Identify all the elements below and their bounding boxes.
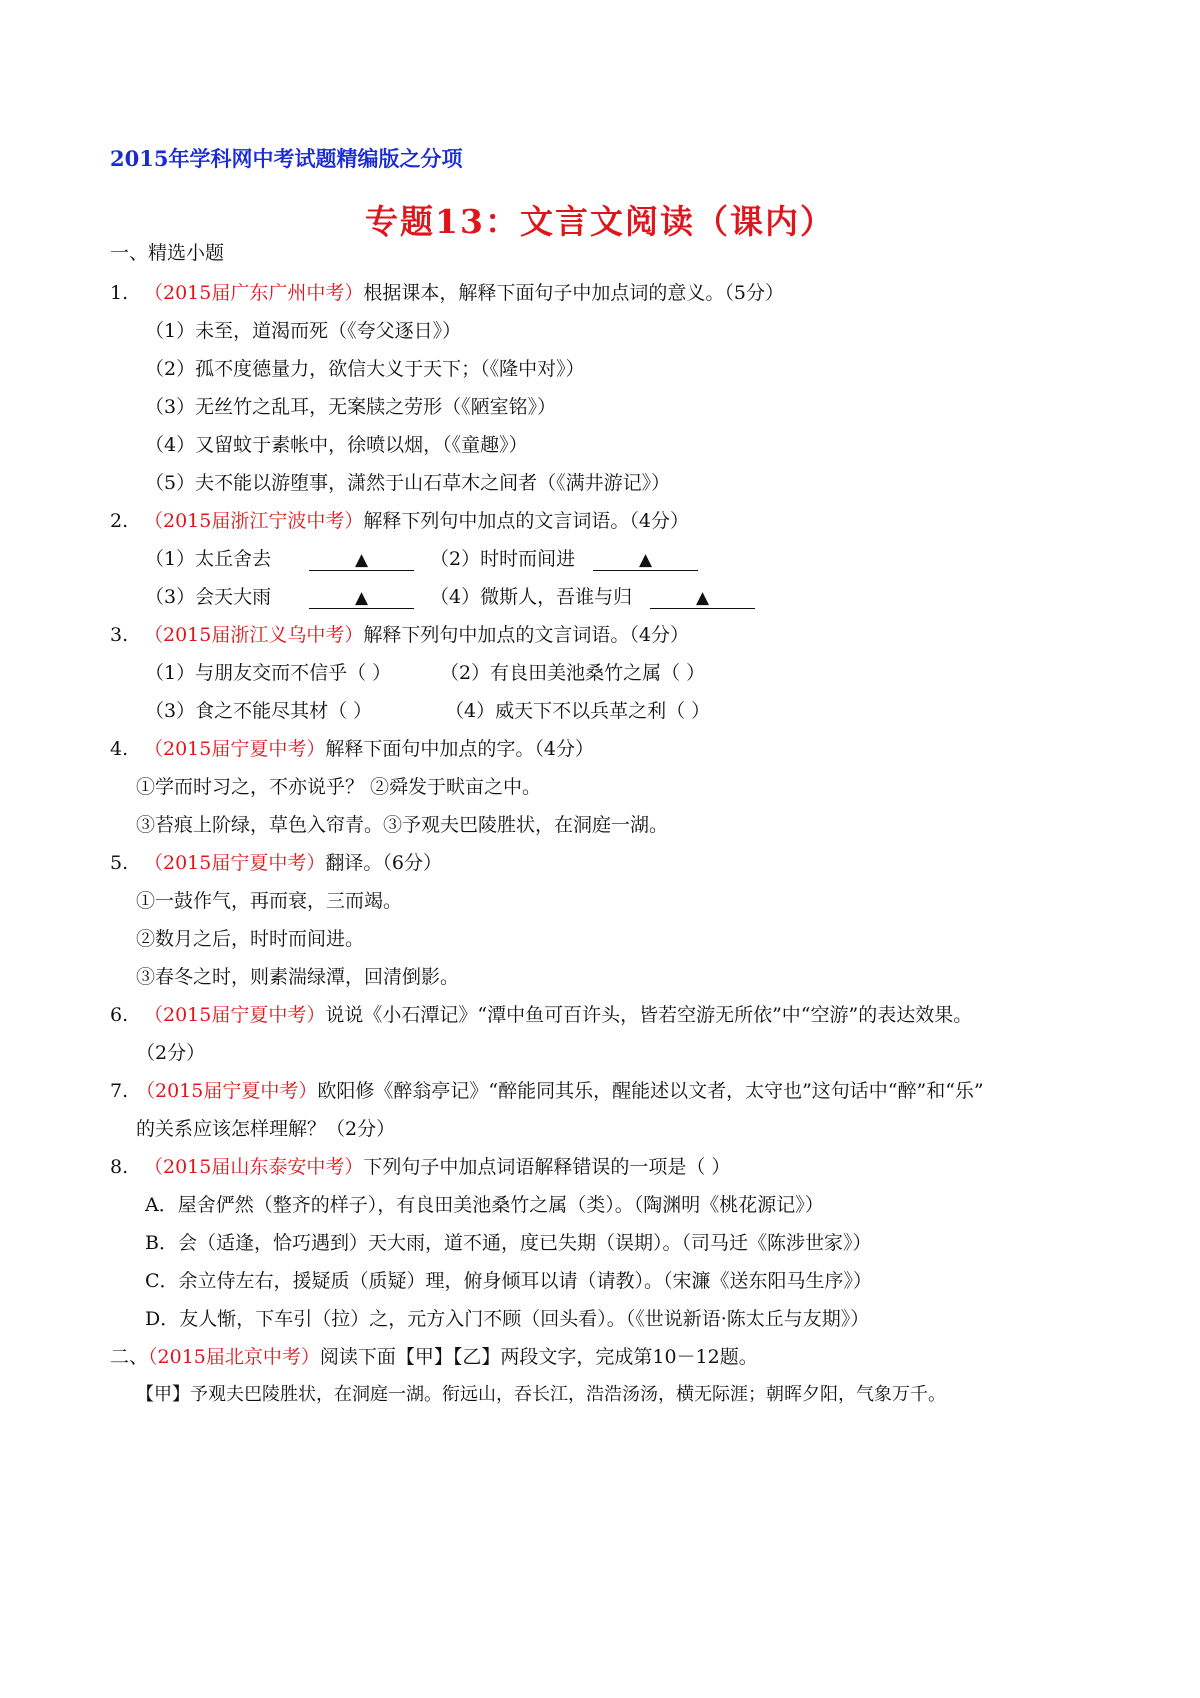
section2-heading [110,1344,758,1370]
question-number: 8. [110,1156,129,1178]
section2-prompt: 阅读下面【甲】【乙】两段文字，完成第10－12题。 [319,1346,758,1368]
q5-line-2: ②数月之后，时时而间进。 [136,928,365,950]
q7-continuation: 的关系应该怎样理解？（2分） [136,1118,396,1140]
q1-item-5: （5）夫不能以游堕事，潇然于山石草木之间者（《满井游记》） [145,472,671,494]
q1-item-4: （4）又留蚊于素帐中，徐喷以烟，（《童趣》） [145,434,528,456]
question-number: 7. [110,1080,129,1102]
q4-line-2: ③苔痕上阶绿，草色入帘青。③予观夫巴陵胜状，在洞庭一湖。 [136,814,669,836]
question-7 [110,1078,984,1104]
question-6 [110,1002,972,1028]
answer-blank[interactable]: ▲ [309,588,414,609]
question-source: （2015届宁夏中考） [136,1080,318,1102]
question-prompt: 解释下列句中加点的文言词语。（4分） [363,510,689,532]
item-text: （4）微斯人，吾谁与归 [430,586,633,608]
q8-option-a: A．屋舍俨然（整齐的样子），有良田美池桑竹之属（类）。（陶渊明《桃花源记》） [145,1194,824,1216]
question-number: 2. [110,510,129,532]
passage-jia: 【甲】予观夫巴陵胜状，在洞庭一湖。衔远山，吞长江，浩浩汤汤，横无际涯；朝晖夕阳，气象万千。 [136,1384,946,1405]
item-text: （1）太丘舍去 [145,548,272,570]
question-prompt: 解释下面句中加点的字。（4分） [325,738,594,760]
question-prompt: 根据课本，解释下面句子中加点词的意义。（5分） [363,282,784,304]
question-source: （2015届宁夏中考） [144,1004,326,1026]
question-3 [110,622,689,648]
q8-option-c: C．余立侍左右，援疑质（质疑）理，俯身倾耳以请（请教）。（宋濂《送东阳马生序》） [145,1270,873,1292]
section1-label: 一、精选小题 [110,242,225,264]
question-number: 5. [110,852,129,874]
q8-option-b: B．会（适逢，恰巧遇到）天大雨，道不通，度已失期（误期）。（司马迁《陈涉世家》） [145,1232,872,1254]
question-number: 3. [110,624,129,646]
question-prompt: 欧阳修《醉翁亭记》“醉能同其乐，醒能述以文者，太守也”这句话中“醉”和“乐” [317,1080,984,1102]
item-text: （2）时时而间进 [430,548,576,570]
question-2 [110,508,689,534]
q5-line-1: ①一鼓作气，再而衰，三而竭。 [136,890,403,912]
question-4 [110,736,594,762]
q5-line-3: ③春冬之时，则素湍绿潭，回清倒影。 [136,966,460,988]
q3-item-2: （2）有良田美池桑竹之属（ ） [440,662,706,684]
item-text: （3）会天大雨 [145,586,272,608]
q1-item-2: （2）孤不度德量力，欲信大义于天下；（《隆中对》） [145,358,585,380]
q4-line-1: ①学而时习之，不亦说乎？ ②舜发于畎亩之中。 [136,776,542,798]
question-source: （2015届浙江宁波中考） [144,510,364,532]
question-prompt: 下列句子中加点词语解释错误的一项是（ ） [363,1156,731,1178]
question-source: （2015届宁夏中考） [144,852,326,874]
q2-item-1 [145,546,414,572]
q2-item-3 [145,584,414,610]
header-title: 2015年学科网中考试题精编版之分项 [110,146,463,171]
question-5 [110,850,442,876]
question-number: 1. [110,282,129,304]
q1-item-3: （3）无丝竹之乱耳，无案牍之劳形（《陋室铭》） [145,396,557,418]
answer-blank[interactable]: ▲ [650,588,755,609]
question-prompt: 说说《小石潭记》“潭中鱼可百许头，皆若空游无所依”中“空游”的表达效果。 [325,1004,973,1026]
question-source: （2015届广东广州中考） [144,282,364,304]
answer-blank[interactable]: ▲ [593,550,698,571]
question-prompt: 解释下列句中加点的文言词语。（4分） [363,624,689,646]
q1-item-1: （1）未至，道渴而死（《夸父逐日》） [145,320,462,342]
q3-item-1: （1）与朋友交而不信乎（ ） [145,662,392,684]
question-number: 6. [110,1004,129,1026]
section2-source: （2015届北京中考） [148,1346,320,1368]
question-source: （2015届浙江义乌中考） [144,624,364,646]
q3-item-3: （3）食之不能尽其材（ ） [145,700,373,722]
question-source: （2015届宁夏中考） [144,738,326,760]
main-title: 专题13：文言文阅读（课内） [365,202,835,241]
question-1 [110,280,784,306]
question-prompt: 翻译。（6分） [325,852,442,874]
q2-item-4 [430,584,755,610]
q8-option-d: D．友人惭，下车引（拉）之，元方入门不顾（回头看）。（《世说新语·陈太丘与友期》） [145,1308,870,1330]
answer-blank[interactable]: ▲ [309,550,414,571]
q3-item-4: （4）威天下不以兵革之利（ ） [445,700,711,722]
question-number: 4. [110,738,129,760]
q2-item-2 [430,546,698,572]
question-source: （2015届山东泰安中考） [144,1156,364,1178]
question-8 [110,1154,730,1180]
section2-label: 二、 [110,1346,149,1368]
q6-continuation: （2分） [136,1042,206,1064]
